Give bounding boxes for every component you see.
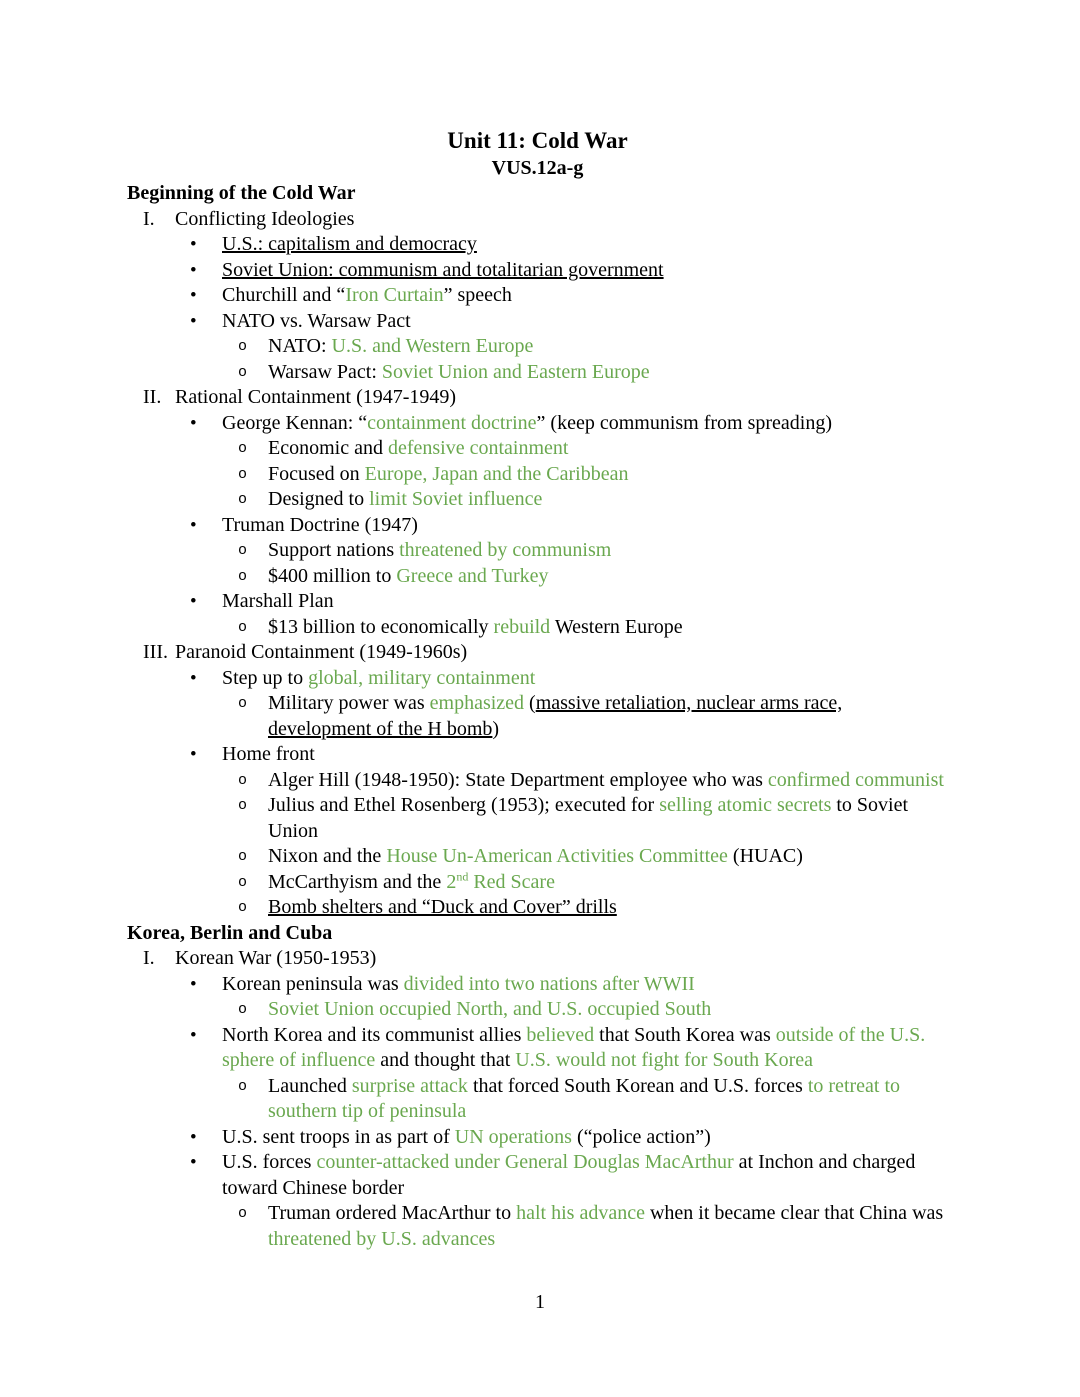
text-segment: Support nations [268,539,400,561]
text-run [268,768,948,794]
sub-item [127,538,948,564]
circle-marker: o [238,618,248,636]
outline-item [127,640,948,666]
bullet-item [127,972,948,998]
text-segment: Soviet Union: communism and totalitarian government [222,258,664,281]
bullet-marker: • [190,591,197,612]
sub-item [127,462,948,488]
text-segment: U.S. forces [222,1151,317,1173]
text-segment: Europe, Japan and the Caribbean [364,462,629,485]
section-heading [127,181,948,207]
text-segment: limit Soviet influence [369,488,543,510]
text-segment: containment doctrine [367,411,537,434]
text-segment: George Kennan: “ [222,411,368,434]
text-segment: Truman ordered MacArthur to [268,1202,517,1224]
circle-marker: o [238,797,248,814]
sub-item [127,870,948,896]
text-segment: when it became clear that China was [644,1202,944,1224]
circle-marker: o [238,695,248,712]
outline-item [127,946,948,972]
circle-marker: o [238,1001,248,1018]
outline-item [127,385,948,411]
text-segment: NATO vs. Warsaw Pact [222,309,411,332]
text-segment: ( [524,692,536,714]
bullet-marker: • [190,973,197,995]
bullet-item [127,589,948,615]
sub-item [127,1201,948,1252]
text-segment: ) [492,717,500,740]
text-run [222,309,948,335]
sub-item [127,793,948,844]
text-segment: $13 billion to economically [268,615,494,638]
bullet-marker: • [190,1152,197,1173]
text-run [268,997,948,1023]
circle-marker: o [238,567,248,585]
bullet-marker: • [190,744,197,765]
text-segment: nd [456,868,469,883]
text-run [268,487,948,513]
text-run [268,360,948,386]
text-segment: confirmed communist [767,768,944,791]
text-run [268,1074,948,1125]
circle-marker: o [238,848,248,865]
text-run [268,844,948,870]
text-segment: U.S. sent troops in as part of [222,1125,455,1148]
text-segment: NATO: [268,335,332,357]
text-segment: North Korea and its communist allies [222,1023,527,1046]
text-run [268,334,948,360]
text-segment: Focused on [268,462,365,485]
sub-item [127,844,948,870]
bullet-marker: • [190,259,197,281]
text-segment: Nixon and the [268,845,387,867]
roman-numeral-marker: III. [143,641,168,663]
text-segment: McCarthyism and the [268,870,447,893]
bullet-marker: • [190,1024,197,1046]
sub-item [127,436,948,462]
text-segment: and thought that [375,1049,516,1071]
document-title: Unit 11: Cold War [447,128,628,153]
text-segment: emphasized [429,692,525,714]
text-run [222,232,948,258]
text-run [222,1125,948,1151]
text-segment: Bomb shelters and “Duck and Cover” drills [268,896,617,918]
sub-item [127,360,948,386]
text-segment: surprise attack [351,1074,468,1097]
text-run [268,615,948,641]
text-segment: to Soviet Union [268,794,909,842]
circle-marker: o [238,899,248,916]
text-segment: Western Europe [550,615,683,638]
text-run [268,895,948,921]
bullet-marker: • [190,514,197,536]
text-segment: Korean peninsula was [222,972,404,995]
text-segment: global, military containment [308,666,536,689]
text-segment: Soviet Union occupied North, and U.S. occupied South [268,998,712,1020]
circle-marker: o [238,363,248,381]
text-segment: U.S. and Western Europe [331,335,534,357]
text-segment: Military power was [268,692,430,714]
circle-marker: o [238,542,248,559]
bullet-item [127,283,948,309]
text-run [175,640,948,666]
text-run [222,411,948,437]
text-segment: Red Scare [468,870,555,893]
text-segment: Warsaw Pact: [268,360,382,383]
text-run [222,283,948,309]
text-segment: Paranoid Containment (1949-1960s) [175,641,468,663]
text-segment: Soviet Union and Eastern Europe [381,360,650,383]
text-run [268,793,948,844]
text-run [268,1201,948,1252]
sub-item [127,768,948,794]
document-subtitle: VUS.12a-g [491,157,584,179]
text-run [175,207,948,233]
text-run [175,385,948,411]
bullet-item [127,513,948,539]
roman-numeral-marker: I. [143,947,155,969]
text-run [222,513,948,539]
bullet-marker: • [190,1126,197,1148]
circle-marker: o [238,1077,248,1095]
text-run [222,972,948,998]
circle-marker: o [238,873,248,891]
text-segment: $400 million to [268,564,397,587]
text-run [268,436,948,462]
text-segment: Alger Hill (1948-1950): State Department employee who was [268,768,768,791]
bullet-item [127,1023,948,1074]
bullet-item [127,232,948,258]
sub-item [127,564,948,590]
circle-marker: o [238,440,248,457]
text-run [222,666,948,692]
bullet-item [127,309,948,335]
text-segment: House Un-American Activities Committee [386,845,728,867]
text-segment: Iron Curtain [345,284,444,306]
text-segment: Rational Containment (1947-1949) [175,386,457,408]
text-segment: ” speech [443,284,512,306]
bullet-marker: • [190,667,197,689]
text-segment: Home front [222,743,315,765]
bullet-item [127,666,948,692]
text-segment: to retreat to southern tip of peninsula [268,1074,901,1122]
sub-item [127,691,948,742]
text-segment: Beginning of the Cold War [127,182,356,204]
text-segment: defensive containment [387,437,569,459]
text-segment: halt his advance [516,1202,645,1224]
text-segment: 2 [446,870,457,893]
section-heading [127,921,948,947]
bullet-item [127,411,948,437]
text-segment: outside of the U.S. sphere of influence [222,1023,926,1071]
text-segment: massive retaliation, nuclear arms race, development of the H bomb [268,692,843,740]
text-segment: threatened by U.S. advances [268,1227,496,1250]
text-run [268,564,948,590]
page-number: 1 [535,1291,545,1313]
text-run [268,691,948,742]
bullet-marker: • [190,285,197,306]
bullet-item [127,1125,948,1151]
circle-marker: o [238,1205,248,1222]
text-segment: (HUAC) [727,845,803,867]
sub-item [127,895,948,921]
text-segment: Economic and [268,437,388,459]
text-run [175,946,948,972]
bullet-marker: • [190,310,197,332]
text-segment: UN operations [454,1125,572,1148]
document-body [127,181,948,1252]
text-segment: Korean War (1950-1953) [175,947,377,969]
sub-item [127,1074,948,1125]
text-run [268,462,948,488]
text-segment: Designed to [268,488,370,510]
text-run [222,1023,948,1074]
bullet-item [127,1150,948,1201]
circle-marker: o [238,338,248,355]
circle-marker: o [238,771,248,789]
text-segment: that forced South Korean and U.S. forces [467,1074,808,1097]
text-segment: rebuild [493,615,551,638]
sub-item [127,487,948,513]
text-segment: Step up to [222,666,309,689]
text-segment: Julius and Ethel Rosenberg (1953); executed for [268,794,660,816]
roman-numeral-marker: I. [143,207,155,230]
text-segment: Greece and Turkey [396,564,549,587]
text-segment: Marshall Plan [222,590,334,612]
sub-item [127,334,948,360]
circle-marker: o [238,465,248,483]
outline-item [127,207,948,233]
text-segment: counter-attacked under General Douglas MacArthur [316,1151,734,1173]
roman-numeral-marker: II. [143,386,162,408]
text-segment: Churchill and “ [222,284,346,306]
text-segment: Korea, Berlin and Cuba [127,921,333,944]
text-segment: Launched [268,1074,352,1097]
text-segment: at Inchon and charged toward Chinese border [222,1151,916,1199]
text-segment: divided into two nations after WWII [403,972,695,995]
bullet-item [127,742,948,768]
text-run [268,870,948,896]
bullet-marker: • [190,234,197,255]
text-segment: (“police action”) [571,1125,711,1148]
text-segment: U.S. would not fight for South Korea [515,1049,814,1071]
text-run [222,1150,948,1201]
text-segment: Truman Doctrine (1947) [222,513,418,536]
text-segment: threatened by communism [399,539,612,561]
text-segment: that South Korea was [594,1023,776,1046]
text-run [222,742,948,768]
sub-item [127,997,948,1023]
bullet-item [127,258,948,284]
text-segment: U.S.: capitalism and democracy [222,233,477,255]
bullet-marker: • [190,412,197,434]
text-run [222,589,948,615]
text-segment: ” (keep communism from spreading) [536,411,832,434]
text-segment: believed [526,1023,595,1046]
text-run [268,538,948,564]
sub-item [127,615,948,641]
circle-marker: o [238,491,248,508]
text-segment: Conflicting Ideologies [175,207,355,230]
text-run [222,258,948,284]
text-segment: selling atomic secrets [659,794,832,816]
